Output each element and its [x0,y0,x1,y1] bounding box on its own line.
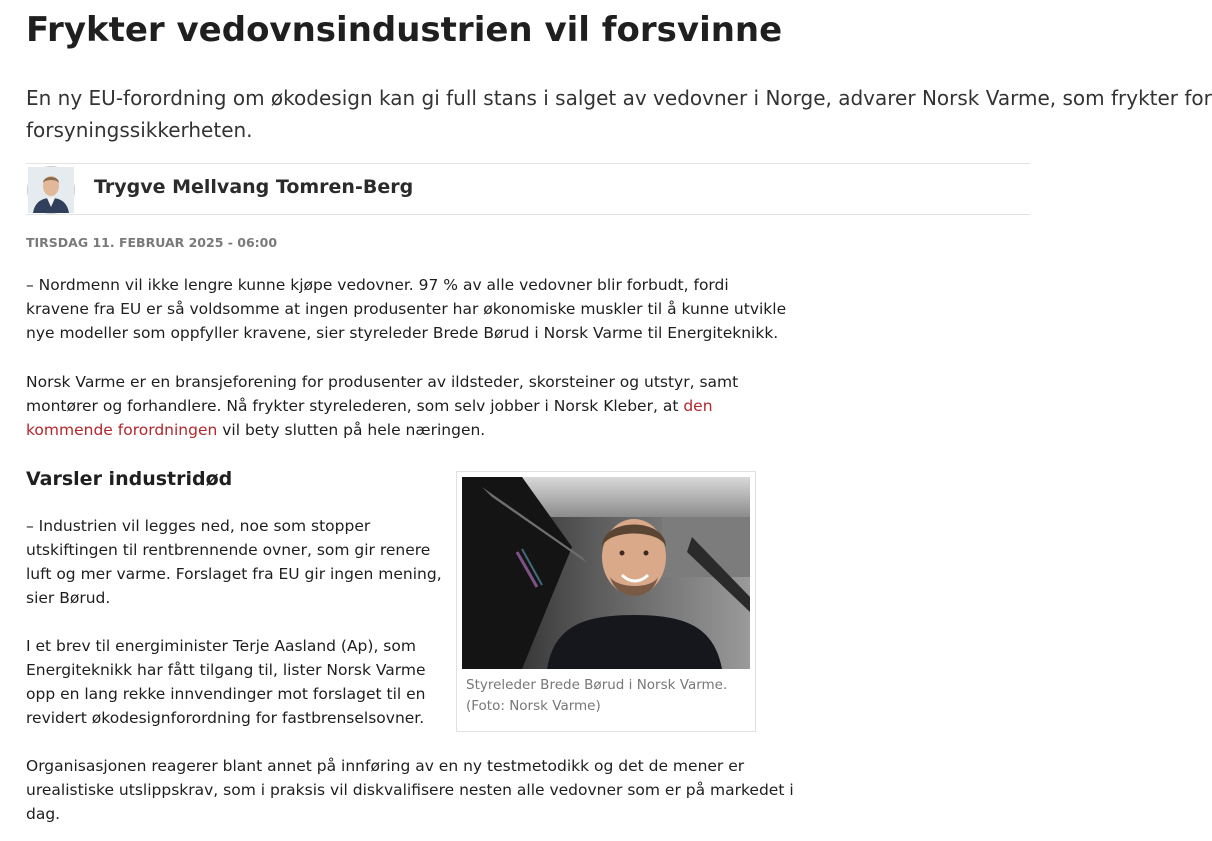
author-bar [26,163,1030,215]
article-figure [456,471,756,732]
article-lead [26,82,1212,146]
lead-line: En ny EU-forordning om økodesign kan gi full stans i salget av vedovner i Norge, advarer Norsk Varme, som frykter for [26,86,1212,110]
text-line: I et brev til energiminister Terje Aasland (Ap), som [26,637,416,655]
article-headline: Frykter vedovnsindustrien vil forsvinne [26,10,783,50]
author-name[interactable]: Trygve Mellvang Tomren-Berg [94,176,414,198]
regulation-link-part2[interactable]: kommende forordningen [26,421,218,439]
text-line [26,394,738,418]
portrait-photo-icon [462,477,750,669]
text-line: Energiteknikk har fått tilgang til, lister Norsk Varme [26,661,426,679]
text-line: dag. [26,805,61,823]
text-line: – Nordmenn vil ikke lengre kunne kjøpe vedovner. 97 % av alle vedovner blir forbudt, fordi [26,276,729,294]
lead-line: forsyningssikkerheten. [26,118,253,142]
paragraph-4 [26,634,425,730]
figure-caption [466,675,748,717]
section-subheading: Varsler industridød [26,468,233,490]
article-photo[interactable] [462,477,750,669]
text-line: Organisasjonen reagerer blant annet på innføring av en ny testmetodikk og det de mener er [26,757,745,775]
text-line: utskiftingen til rentbrennende ovner, som gir renere [26,541,431,559]
text-line: revidert økodesignforordning for fastbrenselsovner. [26,709,425,727]
paragraph-2 [26,370,738,442]
text-line: Norsk Varme er en bransjeforening for produsenter av ildsteder, skorsteiner og utstyr, samt [26,373,739,391]
regulation-link-part1[interactable]: den [683,397,713,415]
paragraph-1 [26,273,786,345]
text-line: sier Børud. [26,589,111,607]
publish-date: TIRSDAG 11. FEBRUAR 2025 - 06:00 [26,235,278,250]
paragraph-3 [26,514,442,610]
text-line: opp en lang rekke innvendinger mot forslaget til en [26,685,426,703]
caption-line: Styreleder Brede Børud i Norsk Varme. [466,677,728,693]
text-line: kravene fra EU er så voldsomme at ingen produsenter har økonomiske muskler til å kunne utvikle [26,300,787,318]
text-line: luft og mer varme. Forslaget fra EU gir ingen mening, [26,565,442,583]
text-segment: montører og forhandlere. Nå frykter styrelederen, som selv jobber i Norsk Kleber, at [26,397,684,415]
paragraph-5 [26,754,794,826]
author-portrait-icon [28,167,74,213]
text-line [26,418,738,442]
text-segment: vil bety slutten på hele næringen. [217,421,486,439]
text-line: urealistiske utslippskrav, som i praksis vil diskvalifisere nesten alle vedovner som er på markedet i [26,781,794,799]
text-line: nye modeller som oppfyller kravene, sier styreleder Brede Børud i Norsk Varme til Energiteknikk. [26,324,779,342]
text-line: – Industrien vil legges ned, noe som stopper [26,517,371,535]
caption-line: (Foto: Norsk Varme) [466,698,601,714]
author-avatar[interactable] [27,166,75,214]
